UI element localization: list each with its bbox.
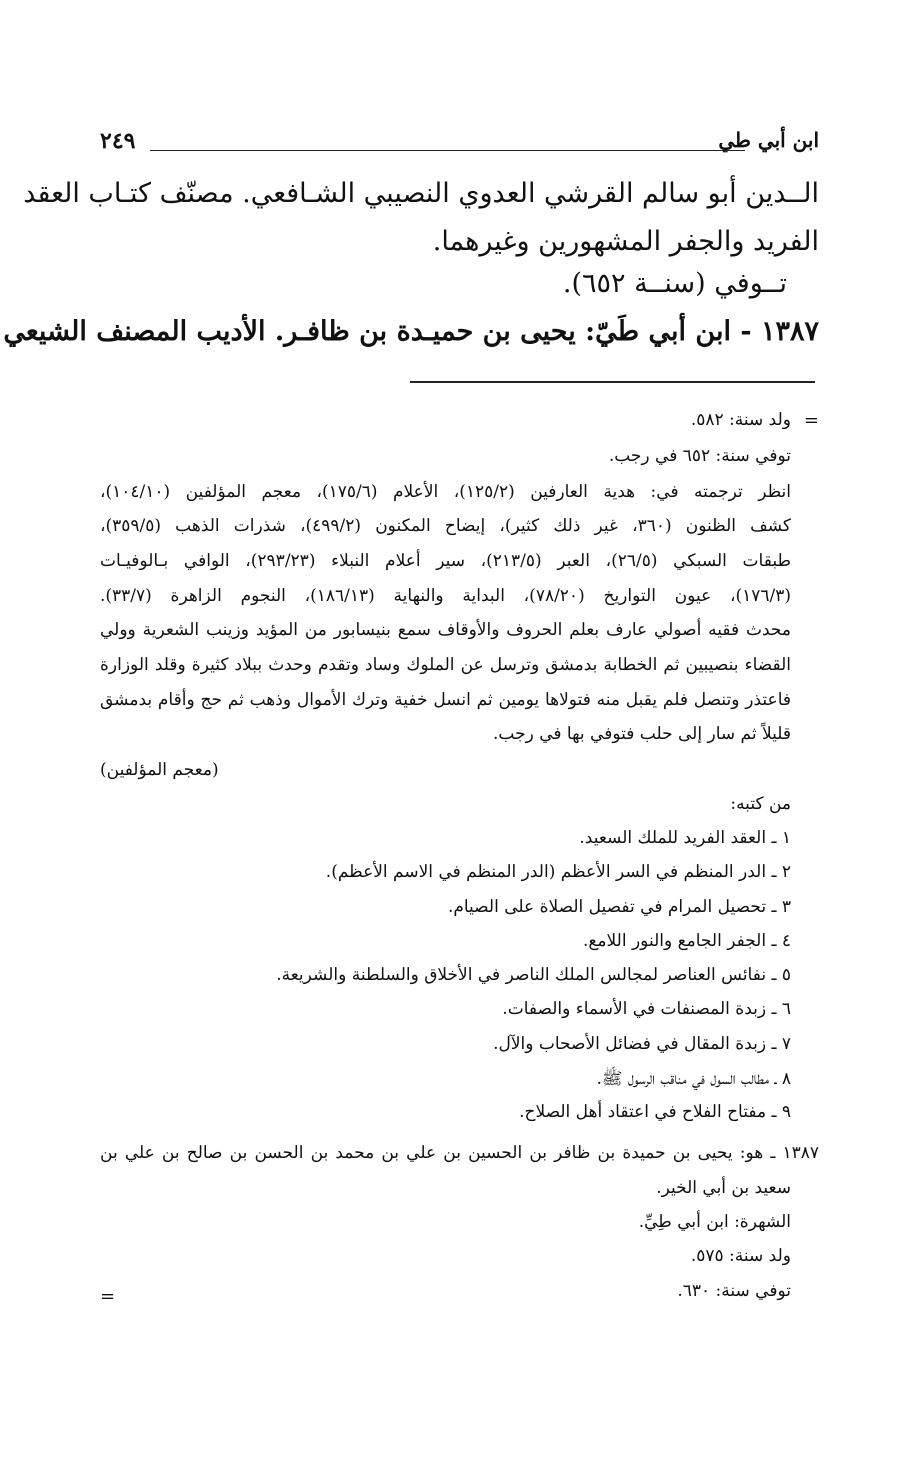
entry2-died: توفي سنة: ٦٣٠.: [677, 1281, 791, 1301]
page-number: ٢٤٩: [100, 128, 136, 154]
footnote-refs-line-1: انظر ترجمته في: هدية العارفين (١٢٥/٢)، الأعلام (١٧٥/٦)، معجم المؤلفين (١٠٤/١٠)،: [100, 482, 791, 502]
book-item-1: ١ ـ العقد الفريد للملك السعيد.: [579, 828, 791, 848]
main-text-line-3: تــوفي (سنــة ٦٥٢).: [562, 268, 787, 299]
footnote-source: (معجم المؤلفين): [100, 760, 219, 780]
main-text-line-1: الــدين أبو سالم القرشي العدوي النصيبي الشـافعي. مصنّف كتـاب العقد: [23, 178, 819, 209]
footnote-refs-line-2: كشف الظنون (٣٦٠، غير ذلك كثير)، إيضاح المكنون (٤٩٩/٢)، شذرات الذهب (٣٥٩/٥)،: [100, 516, 791, 536]
entry-heading: ١٣٨٧ - ابن أبي طَيّ: يحيى بن حميـدة بن ظافـر. الأديب المصنف الشيعي: [3, 316, 819, 347]
book-item-8: ٨ ـ مطالب السول في مناقب الرسول ﷺ.: [596, 1069, 791, 1089]
main-text-line-2: الفريد والجفر المشهورين وغيرهما.: [432, 226, 819, 257]
entry2-line-1: ١٣٨٧ ـ هو: يحيى بن حميدة بن ظافر بن الحسين بن علي بن محمد بن الحسن بن صالح بن علي بن: [100, 1143, 819, 1163]
footnote-refs-line-4: (١٧٦/٣)، عيون التواريخ (٧٨/٢٠)، البداية والنهاية (١٨٦/١٣)، النجوم الزاهرة (٣٣/٧).: [100, 586, 791, 606]
book-item-7: ٧ ـ زبدة المقال في فضائل الأصحاب والآل.: [493, 1034, 791, 1054]
book-item-6: ٦ ـ زبدة المصنفات في الأسماء والصفات.: [502, 999, 791, 1019]
footnote-bio-line-3: فاعتذر وتنصل فلم يقبل منه فتولاها يومين ثم انسل خفية وترك الأموال وذهب ثم حج وأقام بدمشق: [100, 690, 791, 710]
footnote-died: توفي سنة: ٦٥٢ في رجب.: [608, 446, 791, 466]
footnote-bio-line-2: القضاء بنصيبين ثم الخطابة بدمشق وترسل عن الملوك وساد وتقدم وحدث ببلاد كثيرة وقلد الوزارة: [100, 655, 791, 675]
footnote-refs-line-3: طبقات السبكي (٢٦/٥)، العبر (٢١٣/٥)، سير أعلام النبلاء (٢٩٣/٢٣)، الوافي بـالوفيـات: [100, 551, 792, 571]
entry2-fame: الشهرة: ابن أبي طِيِّ.: [638, 1212, 791, 1232]
end-continuation-mark: =: [100, 1286, 116, 1307]
books-heading: من كتبه:: [730, 794, 791, 814]
running-header-title: ابن أبي طي: [718, 128, 819, 152]
book-item-9: ٩ ـ مفتاح الفلاح في اعتقاد أهل الصلاح.: [519, 1102, 791, 1122]
footnote-rule: [410, 381, 815, 383]
footnote-bio-line-4: قليلاً ثم سار إلى حلب فتوفي بها في رجب.: [492, 724, 791, 744]
footnote-bio-line-1: محدث فقيه أصولي عارف بعلم الحروف والأوقاف سمع بنيسابور من المؤيد وزينب الشعرية وولي: [100, 620, 791, 640]
book-item-5: ٥ ـ نفائس العناصر لمجالس الملك الناصر في الأخلاق والسلطنة والشريعة.: [276, 965, 791, 985]
continuation-mark: =: [803, 410, 819, 431]
header-rule: [150, 150, 745, 151]
book-item-2: ٢ ـ الدر المنظم في السر الأعظم (الدر المنظم في الاسم الأعظم).: [325, 862, 791, 882]
entry2-born: ولد سنة: ٥٧٥.: [690, 1246, 791, 1266]
book-item-3: ٣ ـ تحصيل المرام في تفصيل الصلاة على الصيام.: [447, 897, 791, 917]
footnote-born: ولد سنة: ٥٨٢.: [690, 410, 791, 430]
entry2-line-2: سعيد بن أبي الخير.: [656, 1178, 791, 1198]
book-item-4: ٤ ـ الجفر الجامع والنور اللامع.: [582, 931, 791, 951]
